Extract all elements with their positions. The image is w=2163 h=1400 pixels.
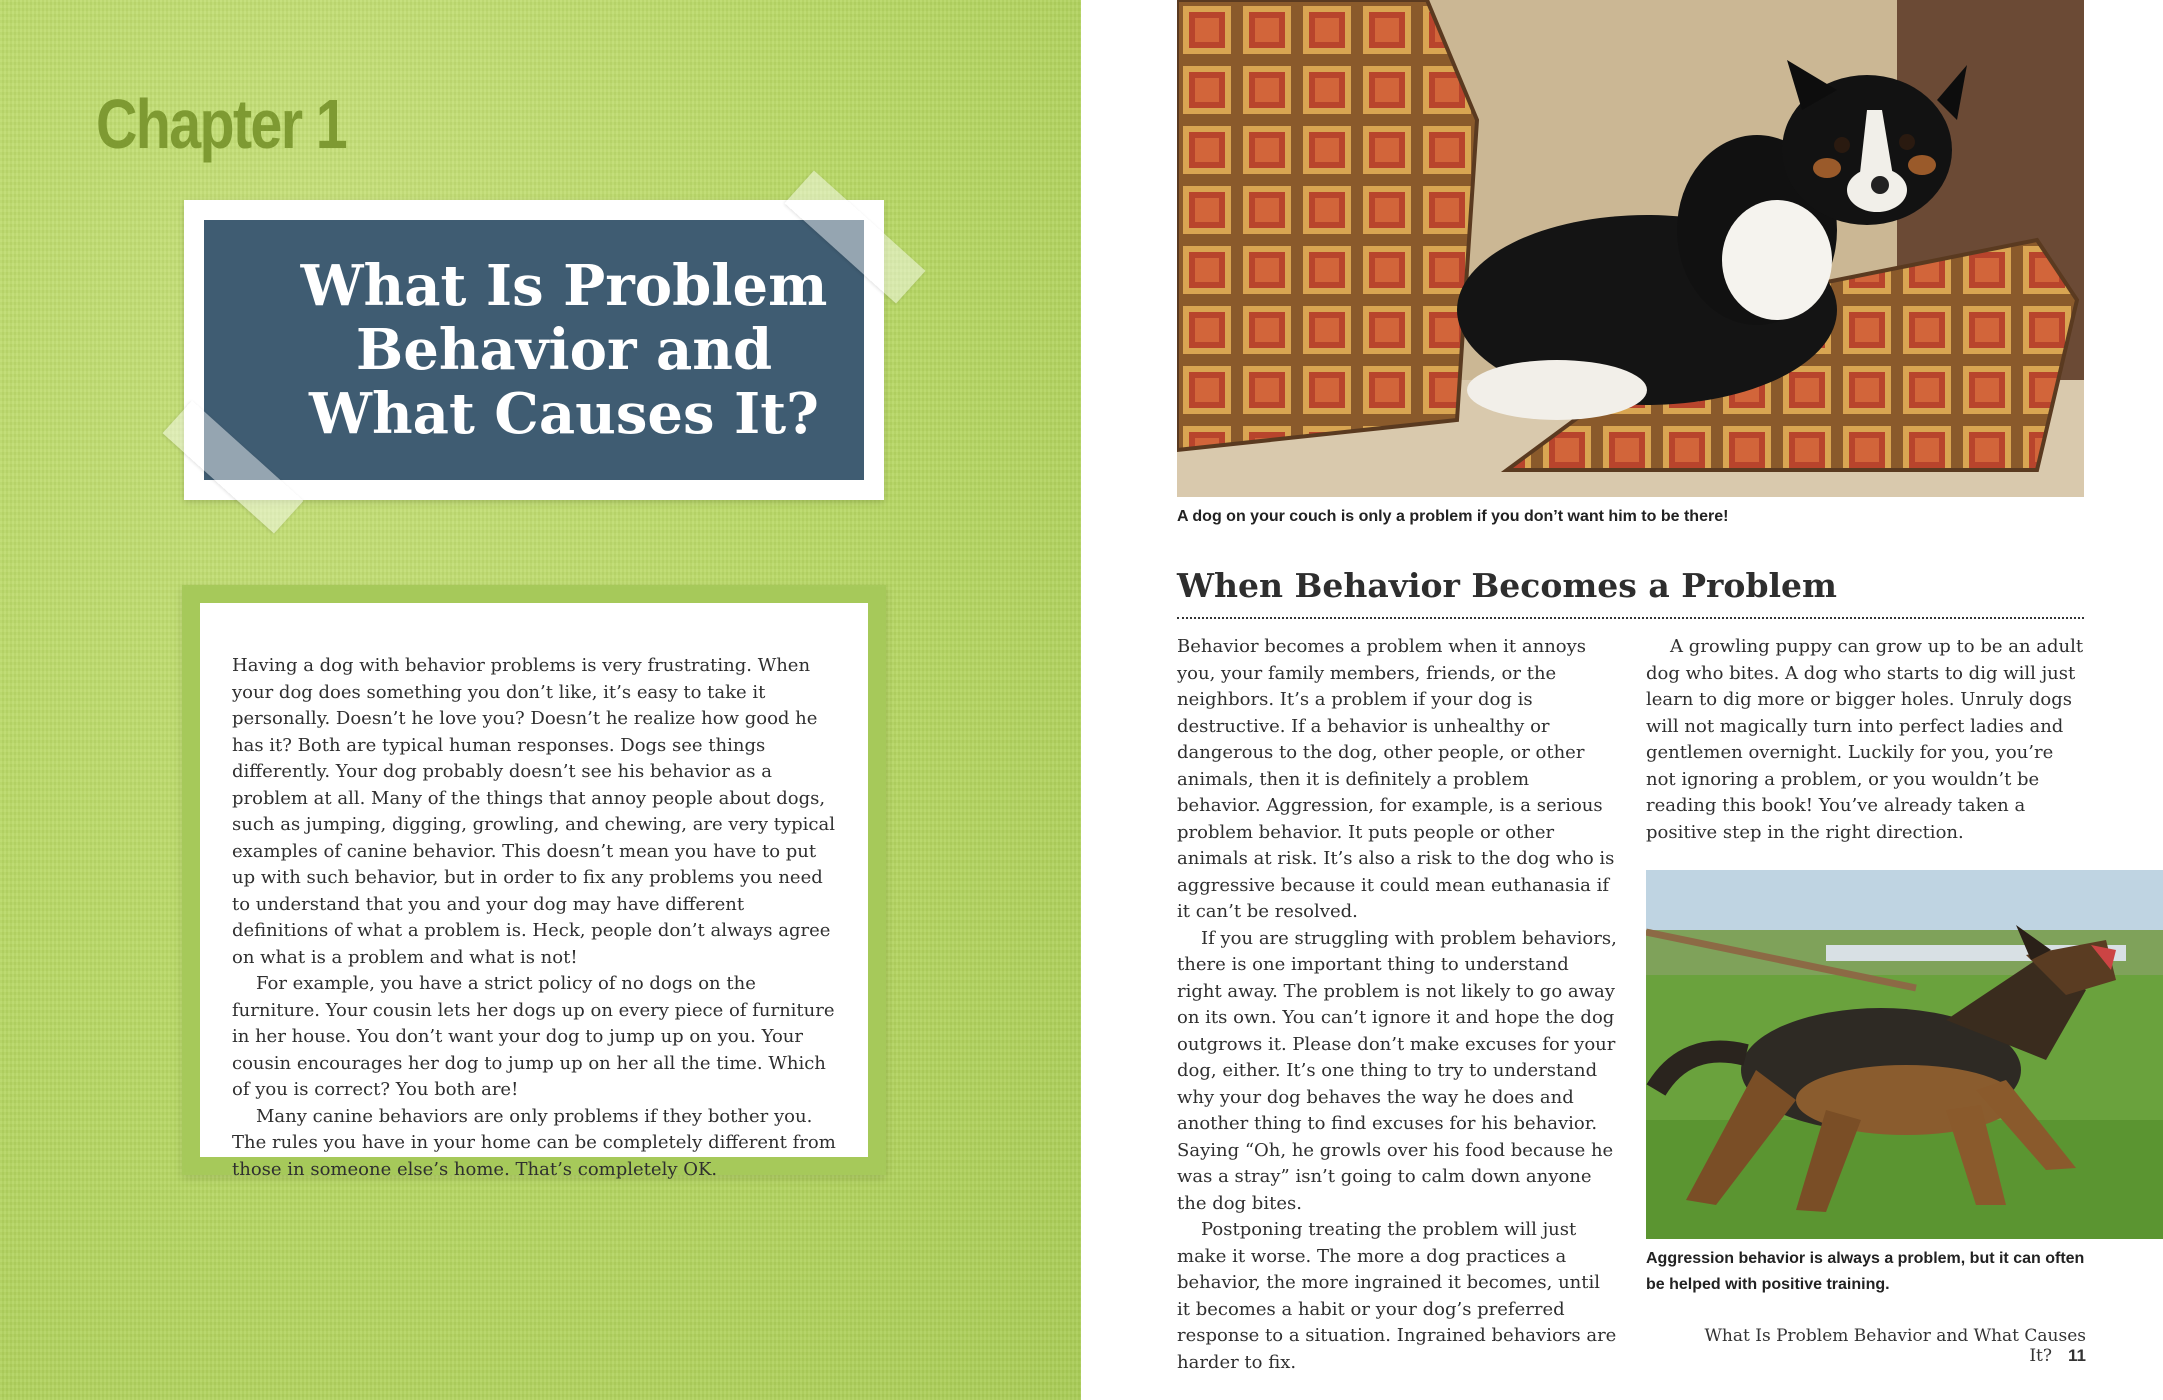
- chapter-title-line: What Is Problem: [300, 253, 828, 319]
- body-paragraph: Behavior becomes a problem when it annoys you, your family members, friends, or the neighbors. It’s a problem if your dog is destructive. If a behavior is unhealthy or dangerous to the dog, other people, or other animals, then it is definitely a problem behavior. Aggression, for example, is a serious problem behavior. It puts people or other animals at risk. It’s also a risk to the dog who is aggressive because it could mean euthanasia if it can’t be resolved.: [1177, 636, 1615, 922]
- left-page: [0, 0, 1081, 1400]
- aggressive-dog-photo: [1646, 870, 2163, 1239]
- intro-text: [232, 653, 838, 1183]
- chapter-title-line: Behavior and: [355, 317, 773, 383]
- intro-paragraph: Many canine behaviors are only problems if they bother you. The rules you have in your home can be completely different from those in someone else’s home. That’s completely OK.: [232, 1105, 836, 1180]
- footer-title: What Is Problem Behavior and What Causes It?: [1704, 1326, 2086, 1366]
- intro-paragraph: Having a dog with behavior problems is very frustrating. When your dog does something you don’t like, it’s easy to take it personally. Doesn’t he love you? Doesn’t he realize how good he has it? Both are typical human responses. Dogs see things differently. Your dog probably doesn’t see his behavior as a problem at all. Many of the things that annoy people about dogs, such as jumping, digging, growling, and chewing, are very typical examples of canine behavior. This doesn’t mean you have to put up with such behavior, but in order to fix any problems you need to understand that you and your dog may have different definitions of what a problem is. Heck, people don’t always agree on what is a problem and what is not!: [232, 655, 835, 968]
- dog-on-couch-illustration: [1177, 0, 2084, 497]
- body-paragraph: If you are struggling with problem behaviors, there is one important thing to understand right away. The problem is not likely to go away on its own. You can’t ignore it and hope the dog outgrows it. Please don’t make excuses for your dog, either. It’s one thing to try to understand why your dog behaves the way he does and another thing to find excuses for his behavior. Saying “Oh, he growls over his food because he was a stray” isn’t going to calm down anyone the dog bites.: [1177, 927, 1617, 1214]
- chapter-title-line: What Causes It?: [309, 381, 819, 447]
- intro-text-frame: [182, 585, 886, 1180]
- body-paragraph: A growling puppy can grow up to be an adult dog who bites. A dog who starts to dig will just learn to dig more or bigger holes. Unruly dogs will not magically turn into perfect ladies and gentlemen overnight. Luckily for you, you’re not ignoring a problem, or you wouldn’t be reading this book! You’ve already taken a positive step in the right direction.: [1646, 636, 2084, 843]
- section-heading: When Behavior Becomes a Problem: [1177, 566, 2084, 619]
- aggressive-dog-illustration: [1646, 870, 2163, 1239]
- dog-on-couch-photo: [1177, 0, 2084, 497]
- chapter-title: [264, 254, 864, 446]
- text-column-1: [1177, 634, 1617, 1376]
- right-page: [1081, 0, 2163, 1400]
- body-paragraph: Postponing treating the problem will just make it worse. The more a dog practices a behavior, the more ingrained it becomes, until it becomes a habit or your dog’s preferred response to a situation. Ingrained behaviors are harder to fix.: [1177, 1219, 1617, 1373]
- text-column-2: [1646, 634, 2086, 846]
- title-box: [204, 220, 864, 480]
- page-number: 11: [2068, 1346, 2086, 1365]
- photo-caption: Aggression behavior is always a problem, but it can often be helped with positive training.: [1646, 1250, 2085, 1293]
- intro-paragraph: For example, you have a strict policy of no dogs on the furniture. Your cousin lets her dogs up on every piece of furniture in her house. You don’t want your dog to jump up on you. Your cousin encourages her dog to jump up on her all the time. Which of you is correct? You both are!: [232, 973, 835, 1100]
- photo-caption: A dog on your couch is only a problem if you don’t want him to be there!: [1177, 508, 1729, 525]
- title-frame: [184, 200, 884, 500]
- intro-text-panel: [200, 603, 868, 1180]
- running-footer: [1681, 1326, 2086, 1366]
- chapter-label: Chapter 1: [96, 85, 346, 163]
